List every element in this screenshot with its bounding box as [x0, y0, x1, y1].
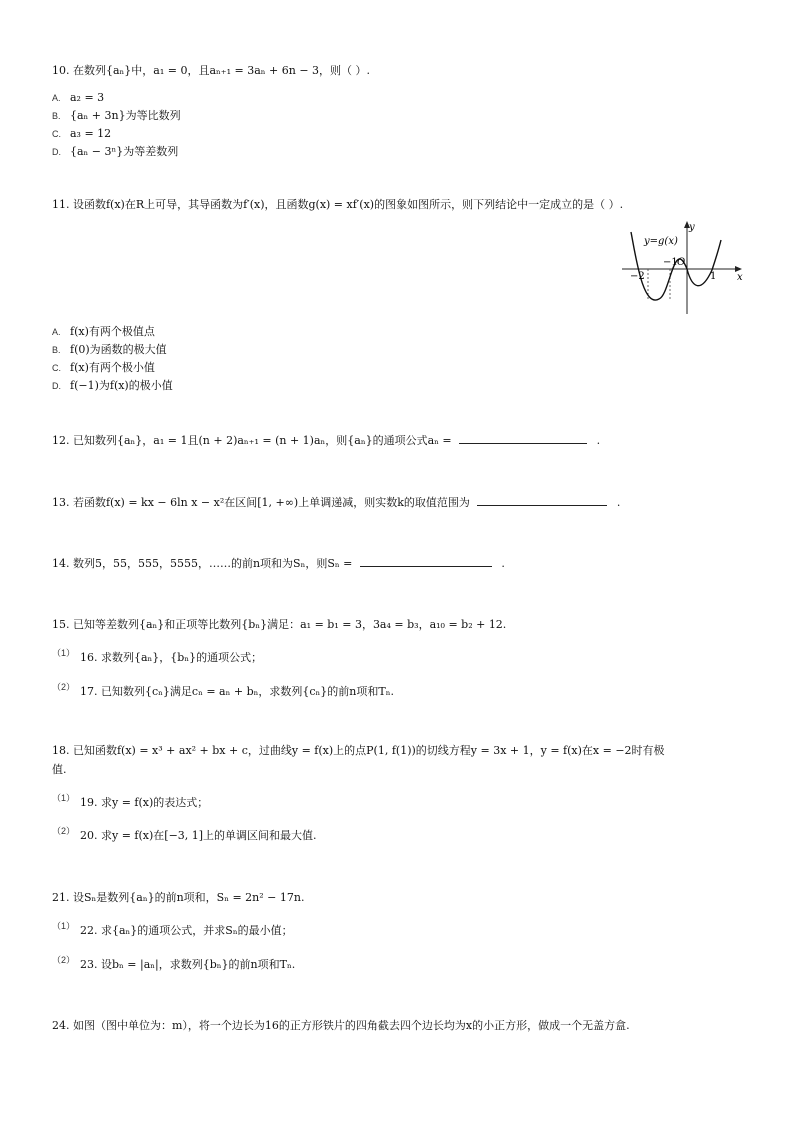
q10-option-d: D. {aₙ − 3ⁿ}为等差数列 — [52, 145, 179, 158]
q15-part-1: （1） 16. 求数列{aₙ}，{bₙ}的通项公式； — [52, 648, 263, 664]
q11-option-c: C. f(x)有两个极小值 — [52, 361, 155, 374]
graph-label-1: 1 — [710, 271, 717, 282]
graph-label-origin: O — [677, 257, 686, 268]
q11-option-a: A. f(x)有两个极值点 — [52, 325, 155, 338]
question-13-stem: 13. 若函数f(x) = kx − 6ln x − x²在区间[1, +∞)上单调递减，则实数k的取值范围为 . — [52, 496, 621, 509]
question-11-stem: 11. 设函数f(x)在R上可导，其导函数为f′(x)，且函数g(x) = xf′(x)的图象如图所示，则下列结论中一定成立的是（ ）. — [52, 198, 624, 211]
q10-option-c: C. a₃ = 12 — [52, 127, 112, 140]
question-12-stem: 12. 已知数列{aₙ}，a₁ = 1且(n + 2)aₙ₊₁ = (n + 1)aₙ，则{aₙ}的通项公式aₙ = . — [52, 434, 601, 447]
question-14-stem: 14. 数列5，55，555，5555，……的前n项和为Sₙ，则Sₙ = . — [52, 557, 505, 570]
q10-option-a: A. a₂ = 3 — [52, 91, 105, 104]
q11-option-b: B. f(0)为函数的极大值 — [52, 343, 167, 356]
q15-part-2: （2） 17. 已知数列{cₙ}满足cₙ = aₙ + bₙ，求数列{cₙ}的前n项和Tₙ. — [52, 682, 394, 698]
graph-curve-label: y=g(x) — [644, 236, 678, 247]
question-18-stem-line2: 值. — [52, 763, 67, 776]
q11-option-d: D. f(−1)为f(x)的极小值 — [52, 379, 173, 392]
q10-option-b: B. {aₙ + 3n}为等比数列 — [52, 109, 181, 122]
q21-part-2: （2） 23. 设bₙ = |aₙ|，求数列{bₙ}的前n项和Tₙ. — [52, 955, 296, 971]
answer-blank[interactable] — [360, 556, 492, 567]
answer-blank[interactable] — [459, 433, 587, 444]
question-10-stem: 10. 在数列{aₙ}中，a₁ = 0，且aₙ₊₁ = 3aₙ + 6n − 3，则（ ）. — [52, 64, 371, 77]
q21-part-1: （1） 22. 求{aₙ}的通项公式，并求Sₙ的最小值； — [52, 921, 293, 937]
question-15-stem: 15. 已知等差数列{aₙ}和正项等比数列{bₙ}满足：a₁ = b₁ = 3，3a₄ = b₃，a₁₀ = b₂ + 12. — [52, 618, 507, 631]
graph-y-label: y — [689, 222, 695, 233]
graph-label-neg2: −2 — [630, 271, 645, 282]
question-21-stem: 21. 设Sₙ是数列{aₙ}的前n项和，Sₙ = 2n² − 17n. — [52, 891, 305, 904]
answer-blank[interactable] — [477, 495, 607, 506]
q11-function-graph — [618, 218, 746, 318]
question-24-stem: 24. 如图（图中单位为：m），将一个边长为16的正方形铁片的四角截去四个边长均为x的小正方形，做成一个无盖方盒. — [52, 1019, 630, 1032]
q18-part-1: （1） 19. 求y = f(x)的表达式； — [52, 793, 209, 809]
graph-label-neg1: −1 — [663, 257, 678, 268]
graph-x-label: x — [737, 272, 743, 283]
question-18-stem-line1: 18. 已知函数f(x) = x³ + ax² + bx + c，过曲线y = f(x)上的点P(1, f(1))的切线方程y = 3x + 1，y = f(x)在x = −2时有极 — [52, 744, 665, 757]
q18-part-2: （2） 20. 求y = f(x)在[−3, 1]上的单调区间和最大值. — [52, 826, 317, 842]
